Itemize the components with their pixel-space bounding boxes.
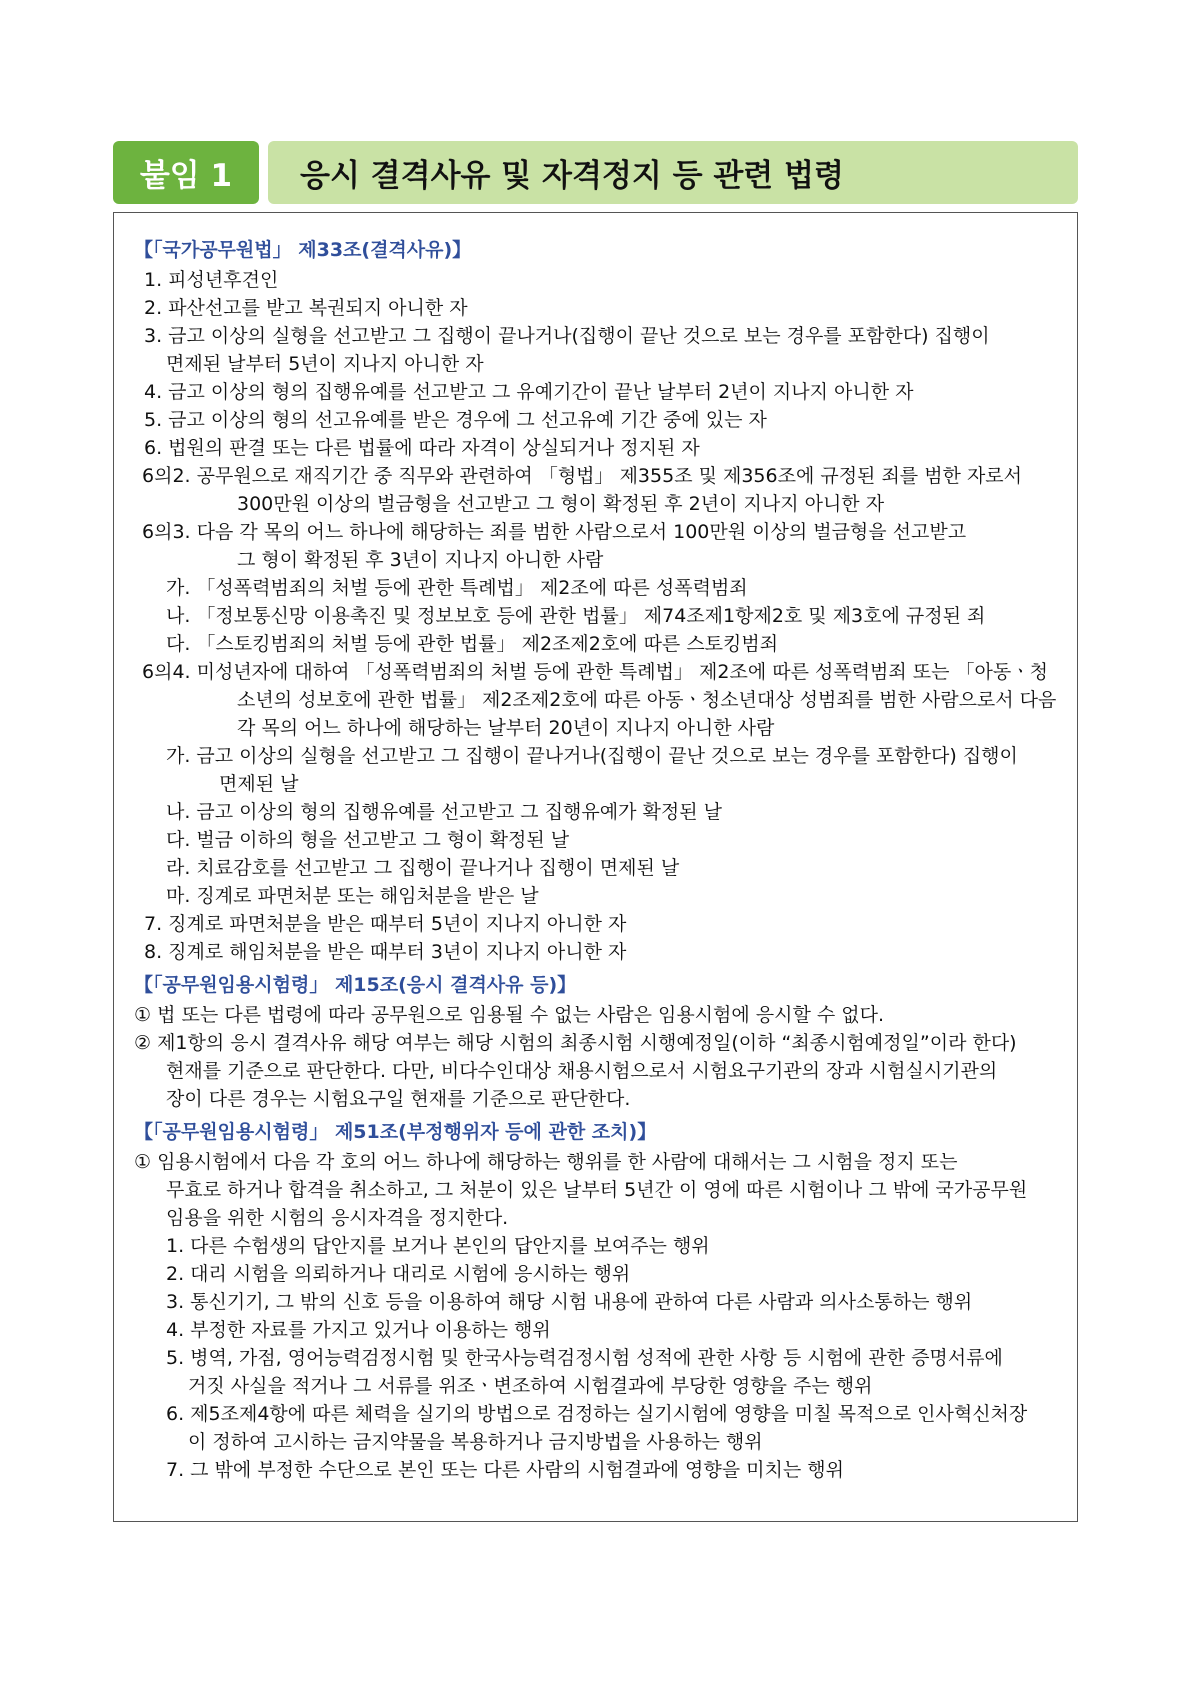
sub-item: 가. 금고 이상의 실형을 선고받고 그 집행이 끝나거나(집행이 끝난 것으로 보는 경우를 포함한다) 집행이 <box>166 745 1018 767</box>
list-item: 1. 다른 수험생의 답안지를 보거나 본인의 답안지를 보여주는 행위 <box>166 1235 710 1257</box>
list-item: 4. 금고 이상의 형의 집행유예를 선고받고 그 유예기간이 끝난 날부터 2년이 지나지 아니한 자 <box>144 381 914 403</box>
list-item: 4. 부정한 자료를 가지고 있거나 이용하는 행위 <box>166 1319 551 1341</box>
sub-item: 라. 치료감호를 선고받고 그 집행이 끝나거나 집행이 면제된 날 <box>166 857 680 879</box>
list-item: 7. 그 밖에 부정한 수단으로 본인 또는 다른 사람의 시험결과에 영향을 미치는 행위 <box>166 1459 844 1481</box>
list-item-continuation: 면제된 날부터 5년이 지나지 아니한 자 <box>166 353 484 375</box>
list-item-continuation: 각 목의 어느 하나에 해당하는 날부터 20년이 지나지 아니한 사람 <box>237 717 775 739</box>
list-item-continuation: 소년의 성보호에 관한 법률」 제2조제2호에 따른 아동ㆍ청소년대상 성범죄를 범한 사람으로서 다음 <box>237 689 1057 711</box>
law-content-box <box>113 212 1078 1522</box>
list-item: 6. 제5조제4항에 따른 체력을 실기의 방법으로 검정하는 실기시험에 영향을 미칠 목적으로 인사혁신처장 <box>166 1403 1028 1425</box>
clause-item: ① 임용시험에서 다음 각 호의 어느 하나에 해당하는 행위를 한 사람에 대해서는 그 시험을 정지 또는 <box>134 1151 958 1173</box>
list-item: 6의3. 다음 각 목의 어느 하나에 해당하는 죄를 범한 사람으로서 100만원 이상의 벌금형을 선고받고 <box>142 521 967 543</box>
list-item-continuation: 그 형이 확정된 후 3년이 지나지 아니한 사람 <box>237 549 604 571</box>
section-heading-exam-decree-article-15: 【「공무원임용시험령」 제15조(응시 결격사유 등)】 <box>134 974 577 996</box>
attachment-badge: 붙임 1 <box>113 141 259 204</box>
list-item: 3. 통신기기, 그 밖의 신호 등을 이용하여 해당 시험 내용에 관하여 다른 사람과 의사소통하는 행위 <box>166 1291 973 1313</box>
list-item: 7. 징계로 파면처분을 받은 때부터 5년이 지나지 아니한 자 <box>144 913 627 935</box>
list-item-continuation: 이 정하여 고시하는 금지약물을 복용하거나 금지방법을 사용하는 행위 <box>188 1431 763 1453</box>
sub-item: 다. 벌금 이하의 형을 선고받고 그 형이 확정된 날 <box>166 829 570 851</box>
sub-item-continuation: 면제된 날 <box>219 773 299 795</box>
sub-item: 가. 「성폭력범죄의 처벌 등에 관한 특례법」 제2조에 따른 성폭력범죄 <box>166 577 748 599</box>
clause-item: ① 법 또는 다른 법령에 따라 공무원으로 임용될 수 없는 사람은 임용시험에 응시할 수 없다. <box>134 1004 885 1026</box>
list-item: 6. 법원의 판결 또는 다른 법률에 따라 자격이 상실되거나 정지된 자 <box>144 437 700 459</box>
sub-item: 나. 「정보통신망 이용촉진 및 정보보호 등에 관한 법률」 제74조제1항제2호 및 제3호에 규정된 죄 <box>166 605 986 627</box>
page-title: 응시 결격사유 및 자격정지 등 관련 법령 <box>268 141 1078 204</box>
sub-item: 다. 「스토킹범죄의 처벌 등에 관한 법률」 제2조제2호에 따른 스토킹범죄 <box>166 633 779 655</box>
section-heading-national-public-officials-act: 【「국가공무원법」 제33조(결격사유)】 <box>134 239 472 261</box>
list-item-continuation: 거짓 사실을 적거나 그 서류를 위조ㆍ변조하여 시험결과에 부당한 영향을 주는 행위 <box>188 1375 873 1397</box>
clause-item-continuation: 임용을 위한 시험의 응시자격을 정지한다. <box>166 1207 509 1229</box>
list-item: 5. 금고 이상의 형의 선고유예를 받은 경우에 그 선고유예 기간 중에 있는 자 <box>144 409 767 431</box>
list-item: 5. 병역, 가점, 영어능력검정시험 및 한국사능력검정시험 성적에 관한 사항 등 시험에 관한 증명서류에 <box>166 1347 1003 1369</box>
list-item: 1. 피성년후견인 <box>144 269 279 291</box>
list-item: 8. 징계로 해임처분을 받은 때부터 3년이 지나지 아니한 자 <box>144 941 627 963</box>
list-item: 2. 대리 시험을 의뢰하거나 대리로 시험에 응시하는 행위 <box>166 1263 631 1285</box>
list-item: 6의2. 공무원으로 재직기간 중 직무와 관련하여 「형법」 제355조 및 제356조에 규정된 죄를 범한 자로서 <box>142 465 1023 487</box>
clause-item-continuation: 현재를 기준으로 판단한다. 다만, 비다수인대상 채용시험으로서 시험요구기관의 장과 시험실시기관의 <box>166 1060 998 1082</box>
section-heading-exam-decree-article-51: 【「공무원임용시험령」 제51조(부정행위자 등에 관한 조치)】 <box>134 1121 657 1143</box>
sub-item: 마. 징계로 파면처분 또는 해임처분을 받은 날 <box>166 885 539 907</box>
clause-item-continuation: 무효로 하거나 합격을 취소하고, 그 처분이 있은 날부터 5년간 이 영에 따른 시험이나 그 밖에 국가공무원 <box>166 1179 1028 1201</box>
list-item: 2. 파산선고를 받고 복권되지 아니한 자 <box>144 297 468 319</box>
clause-item: ② 제1항의 응시 결격사유 해당 여부는 해당 시험의 최종시험 시행예정일(이하 “최종시험예정일”이라 한다) <box>134 1032 1017 1054</box>
clause-item-continuation: 장이 다른 경우는 시험요구일 현재를 기준으로 판단한다. <box>166 1088 631 1110</box>
list-item: 3. 금고 이상의 실형을 선고받고 그 집행이 끝나거나(집행이 끝난 것으로 보는 경우를 포함한다) 집행이 <box>144 325 990 347</box>
list-item-continuation: 300만원 이상의 벌금형을 선고받고 그 형이 확정된 후 2년이 지나지 아니한 자 <box>237 493 885 515</box>
list-item: 6의4. 미성년자에 대하여 「성폭력범죄의 처벌 등에 관한 특례법」 제2조에 따른 성폭력범죄 또는 「아동ㆍ청 <box>142 661 1048 683</box>
sub-item: 나. 금고 이상의 형의 집행유예를 선고받고 그 집행유예가 확정된 날 <box>166 801 722 823</box>
